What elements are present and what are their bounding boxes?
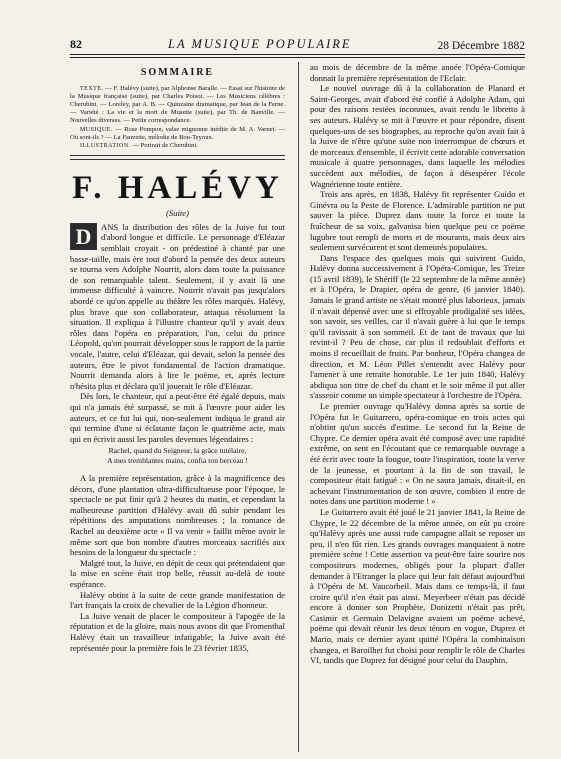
paragraph: Le premier ouvrage qu'Halévy donna après sa sortie de l'Opéra fut le Guitarrero, opéra-comique en trois actes qui n'obtint qu'un succès d'estime. Le second fut la Reine de Chypre. Ce dernier opéra avait été composé avec une rapidité extrême, on sent en l'écoutant que ce remarquable ouvrage a été écrit avec toute la fougue, toute l'inspiration, toute la verve de la jeunesse, et pourtant à la fin de son travail, le compositeur était fatigué : « On ne saura jamais, disait-il, en achevant l'instrumentation de son œuvre, combien il entre de notes dans une partition moderne ! » <box>310 401 525 507</box>
paragraph: Halévy obtint à la suite de cette grande manifestation de l'art français la croix de chevalier de la Légion d'honneur. <box>70 589 285 611</box>
verse-line: A mes tremblantes mains, confia ton berceau ! <box>107 455 248 465</box>
sommaire-title: SOMMAIRE <box>140 67 215 78</box>
sommaire-box <box>70 68 285 160</box>
paragraph: A la première représentation, grâce à la magnificence des décors, d'une plantation ultra-difficultueuse pour l'époque, le spectacle ne put finir qu'à 2 heures du matin, et cependant la malheureuse partition d'Halévy avait dû subir pendant les répétitions des amputations nombreuses ; la romance de Rachel au deuxième acte « Il va venir » faillit même avoir le même sort que bon nombre d'autres morceaux sacrifiés aux besoins de la longueur du spectacle : <box>70 473 285 558</box>
sommaire-rule-2 <box>70 159 285 160</box>
sommaire-texte: TEXTE. — F. Halévy (suite), par Alphonse Baralle. — Essai sur l'histoire de la Musique française (suite), par Charles Poisot. — Les Musiciens célèbres : Cherubini. — Loreley, par A. B. — Quinzaine dramatique, par Jean de la Ferne. — Variété : La vie et la mort de Musette (suite), par Th. de Banville. — Nouvelles diverses. — Petite correspondance. <box>70 84 285 125</box>
paragraph: au mois de décembre de la même année l'Opéra-Comique donnait la première représentation de l'Eclair. <box>310 62 525 83</box>
drop-cap: D <box>70 223 97 250</box>
article-subtitle: (Suite) <box>166 208 189 219</box>
article-title: F. HALÉVY <box>72 170 283 207</box>
left-column <box>70 62 285 653</box>
verse-line: Rachel, quand du Seigneur, la grâce tutélaire, <box>108 446 247 456</box>
issue-date: 28 Décembre 1882 <box>437 40 525 52</box>
journal-title: LA MUSIQUE POPULAIRE <box>168 37 352 51</box>
column-divider <box>298 62 299 752</box>
paragraph: Trois ans après, en 1838, Halévy fit représenter Guido et Ginévra ou la Peste de Florence. L'admirable partition ne put sauver la pièce. Duprez dans toute la force et toute la fraîcheur de sa voix, galvanisa bien quelque peu ce poëme lugubre tout rempli de morts et de mourants, mais deux airs seulement survécurent et sont demeurés populaires. <box>310 189 525 253</box>
article-body-left <box>70 222 285 653</box>
sommaire-illustration: ILLUSTRATION. — Portrait de Cherubini. <box>80 142 198 150</box>
paragraph: ANS la distribution des rôles de la Juive fut tout d'abord longue et difficile. Le personnage d'Eléazar semblait croyait - on prédestiné à chanté par une basse-taille, mais ère tout d'abord la pensée des deux auteurs se tourna vers Adolphe Nourrit, alors dans toute la puissance de son remarquable talent. Seulement, il y avait là une immense difficulté à vaincre. Nourrit n'avait pas jusqu'alors abordé ce qu'on appelle au théâtre les rôles marqués. Halévy, plus brave que son collaborateur, attaqua résolument la situation. Il expliqua à l'illustre chanteur qu'il y avait deux rôles dans l'opéra en préparation, l'un, celui du prince Léopold, qu'on pourrait développer sous le rapport de la partie vocale, l'autre, celui d'Eléazar, qui devait, selon la pensée des auteurs, être le pivot fondamental de l'action dramatique. Nourrit demanda alors à lire le poëme, et, après lecture n'hésita plus et déclara qu'il jouerait le rôle d'Eléazar. <box>70 221 285 391</box>
header-rule <box>70 54 525 55</box>
paragraph: Le nouvel ouvrage dû à la collaboration de Planard et Saint-Georges, avait d'abord été confié à Adolphe Adam, qui pour des raisons restées inconnues, avait rendu le libretto à ses auteurs. Halévy se mit à l'œuvre et pour répondre, disent quelques-uns de ses biographes, au reproche qu'on avait fait à la Juive de n'être qu'une suite non interrompue de chœurs et de morceaux d'ensemble, il écrivit cette adorable conversation musicale à quatre personnages, dans laquelle les mélodies succèdent aux mélodies, de façon à désespérer l'école Wagnérienne toute entière. <box>310 83 525 189</box>
sommaire-rule <box>70 155 285 156</box>
paragraph: La Juive venait de placer le compositeur à l'apogée de la réputation et de la gloire, mais nous avons dit que Fromenthal Halévy était un travailleur infatigable; la Juive avait été représentée pour la première fois le 23 février 1835, <box>70 610 285 653</box>
paragraph: Le Guitarrero avait été joué le 21 janvier 1841, la Reine de Chypre, le 22 décembre de la même année, on eût pu croire qu'Halévy après une aussi rude campagne allait se reposer un peu, il n'en fût rien. Les grands ouvrages manquaient à notre première scène ! Cette assertion va peut-être faire sourire nos compositeurs modernes, obligés pour la plupart d'aller demander à l'Etranger la place qui leur fait défaut aujourd'hui à l'Opéra de M. Vaucorbeil. Mais dans ce temps-là, il faut croire qu'il n'en était pas ainsi. Meyerbeer n'était pas décidé encore à donner son Prophète, Donizetti n'était pas prêt, Casimir et Germain Delavigne avaient un poëme achevé, poëme qui devait réunir les deux ténors en vogue, Duprez et Mario, mais ce dernier ayant quitté l'Opéra la combinaison changea, et Baroilhet fut choisi pour remplir le rôle de Charles VI, tandis que Duprez fut désigné pour celui du Dauphin. <box>310 506 526 666</box>
paragraph: Dans l'espace des quelques mois qui suivirent Guido, Halévy donna successivement à l'Opéra-Comique, les Treize (15 avril 1839), le Shériff (le 22 septembre de la même année) et à l'Opéra, le Drapier, opéra de genre, (6 janvier 1840). Jamais le grand artiste ne s'était montré plus laborieux, jamais il n'avait dépensé avec une si effroyable prodigalité ses idées, son savoir, ses veilles, car il n'avait guère à lui que le temps qu'il ravissait à son sommeil. Et de tant de travaux que lui revint-il ? Peu de chose, car plus il redoublait d'efforts et moins il recueillait de fruits. Par bonheur, l'Opéra changea de direction, et M. Léon Pillet s'entendit avec Halévy pour l'amener à une retraite honorable. Le 1er juin 1840, Halévy abdiqua son titre de chef du chant et le soir même il put aller s'asseoir comme un simple spectateur à l'orchestre de l'Opéra. <box>310 252 525 401</box>
paragraph: Dès lors, le chanteur, qui a peut-être été égalé depuis, mais qui n'a jamais été surpassé, se mit à l'œuvre pour aider les auteurs, et ce fut lui qui, non-seulement indiqua le grand air qui termine d'une si éclatante façon le quatrième acte, mais qui en écrivit aussi les paroles devenues légendaires : <box>70 391 285 444</box>
paragraph: Malgré tout, la Juive, en dépit de ceux qui prétendaient que la mise en scène était trop belle, réussit au-delà de toute espérance. <box>70 557 285 590</box>
right-column <box>310 62 525 666</box>
sommaire-musique: MUSIQUE. — Rose Pompon, valse mignonne inédite de M. A. Varnet. — Où sont-ils ? — La Fauvette, mélodie de Bou-Teyoux. <box>70 125 285 141</box>
header-rule-2 <box>70 57 525 58</box>
verse-quote <box>70 446 285 465</box>
page-header <box>70 36 525 52</box>
page-number: 82 <box>70 37 82 51</box>
